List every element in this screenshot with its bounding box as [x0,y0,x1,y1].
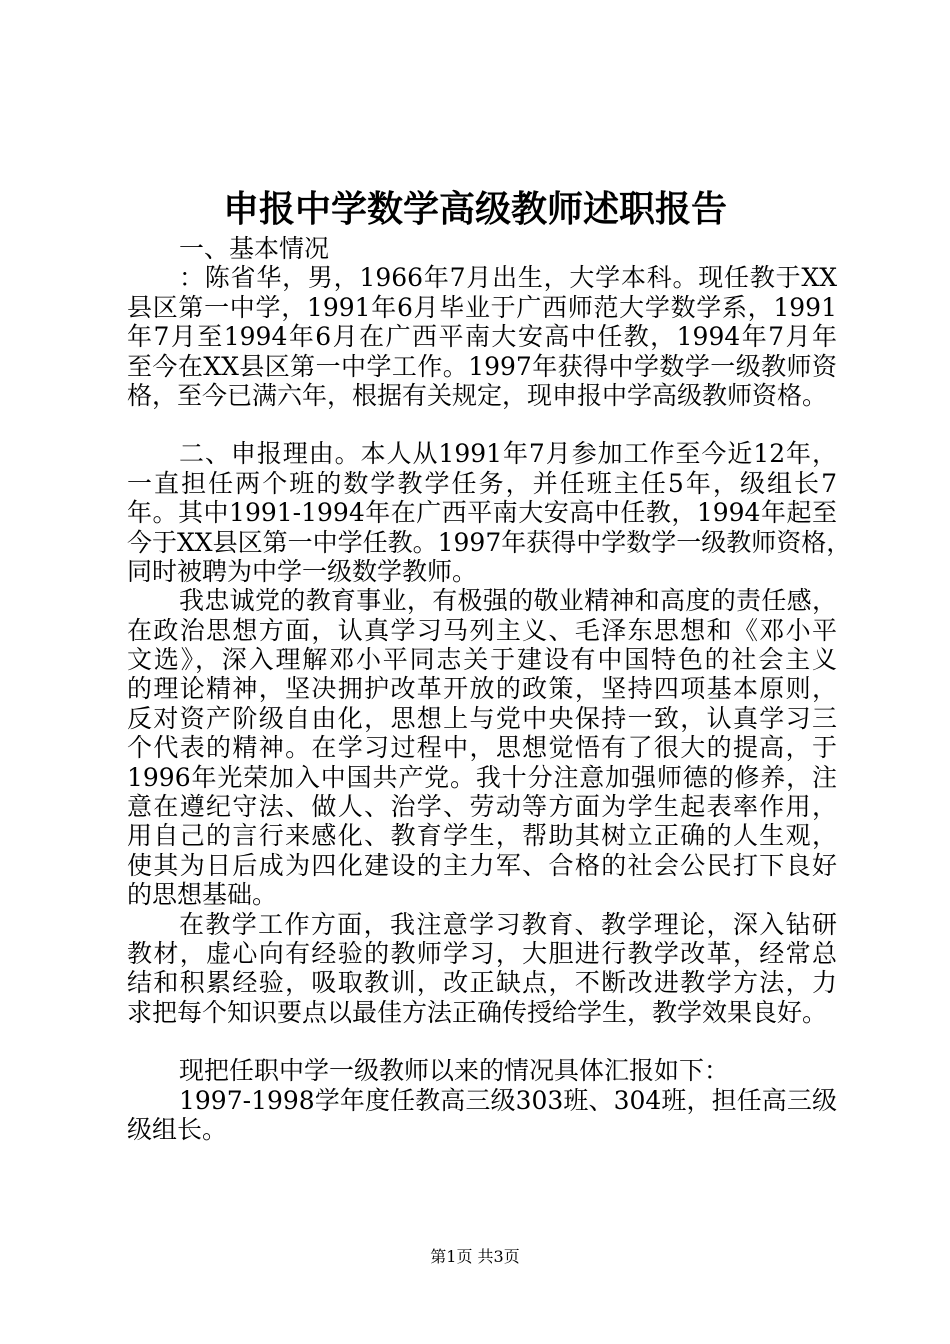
section-heading-reasons: 二、申报理由。本人从1991年7月参加工作至今近12年， [179,439,837,469]
text-line: 使其为日后成为四化建设的主力军、合格的社会公民打下良好 [127,850,837,880]
text-line: 的思想基础。 [127,880,278,910]
text-line: 1997-1998学年度任教高三级303班、304班，担任高三级 [179,1085,837,1115]
text-line: 级组长。 [127,1114,228,1144]
text-line: 意在遵纪守法、做人、治学、劳动等方面为学生起表率作用， [127,792,837,822]
text-line: 年7月至1994年6月在广西平南大安高中任教，1994年7月年 [127,322,837,352]
text-line: 至今在XX县区第一中学工作。1997年获得中学数学一级教师资 [127,351,837,381]
document-body [127,234,852,1144]
text-line: 文选》，深入理解邓小平同志关于建设有中国特色的社会主义 [127,645,837,675]
text-line: 县区第一中学，1991年6月毕业于广西师范大学数学系，1991 [127,292,837,322]
text-line: 现把任职中学一级教师以来的情况具体汇报如下： [179,1056,730,1086]
text-line: 求把每个知识要点以最佳方法正确传授给学生，教学效果良好。 [127,997,828,1027]
text-line: ：陈省华，男，1966年7月出生，大学本科。现任教于XX [179,263,837,293]
page-number-footer: 第1页 共3页 [430,1247,520,1266]
text-line: 格，至今已满六年，根据有关规定，现申报中学高级教师资格。 [127,380,828,410]
document-title: 申报中学数学高级教师述职报告 [222,188,727,230]
paragraph-gap [127,1027,837,1056]
text-line: 用自己的言行来感化、教育学生，帮助其树立正确的人生观， [127,821,837,851]
text-line: 同时被聘为中学一级数学教师。 [127,556,478,586]
text-line: 今于XX县区第一中学任教。1997年获得中学数学一级教师资格， [127,527,852,557]
text-line: 反对资产阶级自由化，思想上与党中央保持一致，认真学习三 [127,703,837,733]
text-line: 一直担任两个班的数学教学任务，并任班主任5年，级组长7 [127,468,837,498]
text-line: 1996年光荣加入中国共产党。我十分注意加强师德的修养，注 [127,762,837,792]
text-line: 结和积累经验，吸取教训，改正缺点，不断改进教学方法，力 [127,968,837,998]
text-line: 教材，虚心向有经验的教师学习，大胆进行教学改革，经常总 [127,938,837,968]
text-line: 年。其中1991-1994年在广西平南大安高中任教，1994年起至 [127,498,837,528]
text-line: 我忠诚党的教育事业，有极强的敬业精神和高度的责任感， [179,586,837,616]
section-heading-basic-info: 一、基本情况 [179,234,330,263]
text-line: 个代表的精神。在学习过程中，思想觉悟有了很大的提高，于 [127,733,837,763]
paragraph-gap [127,410,837,439]
text-line: 在教学工作方面，我注意学习教育、教学理论，深入钻研 [179,909,837,939]
text-line: 在政治思想方面，认真学习马列主义、毛泽东思想和《邓小平 [127,615,837,645]
text-line: 的理论精神，坚决拥护改革开放的政策，坚持四项基本原则， [127,674,837,704]
